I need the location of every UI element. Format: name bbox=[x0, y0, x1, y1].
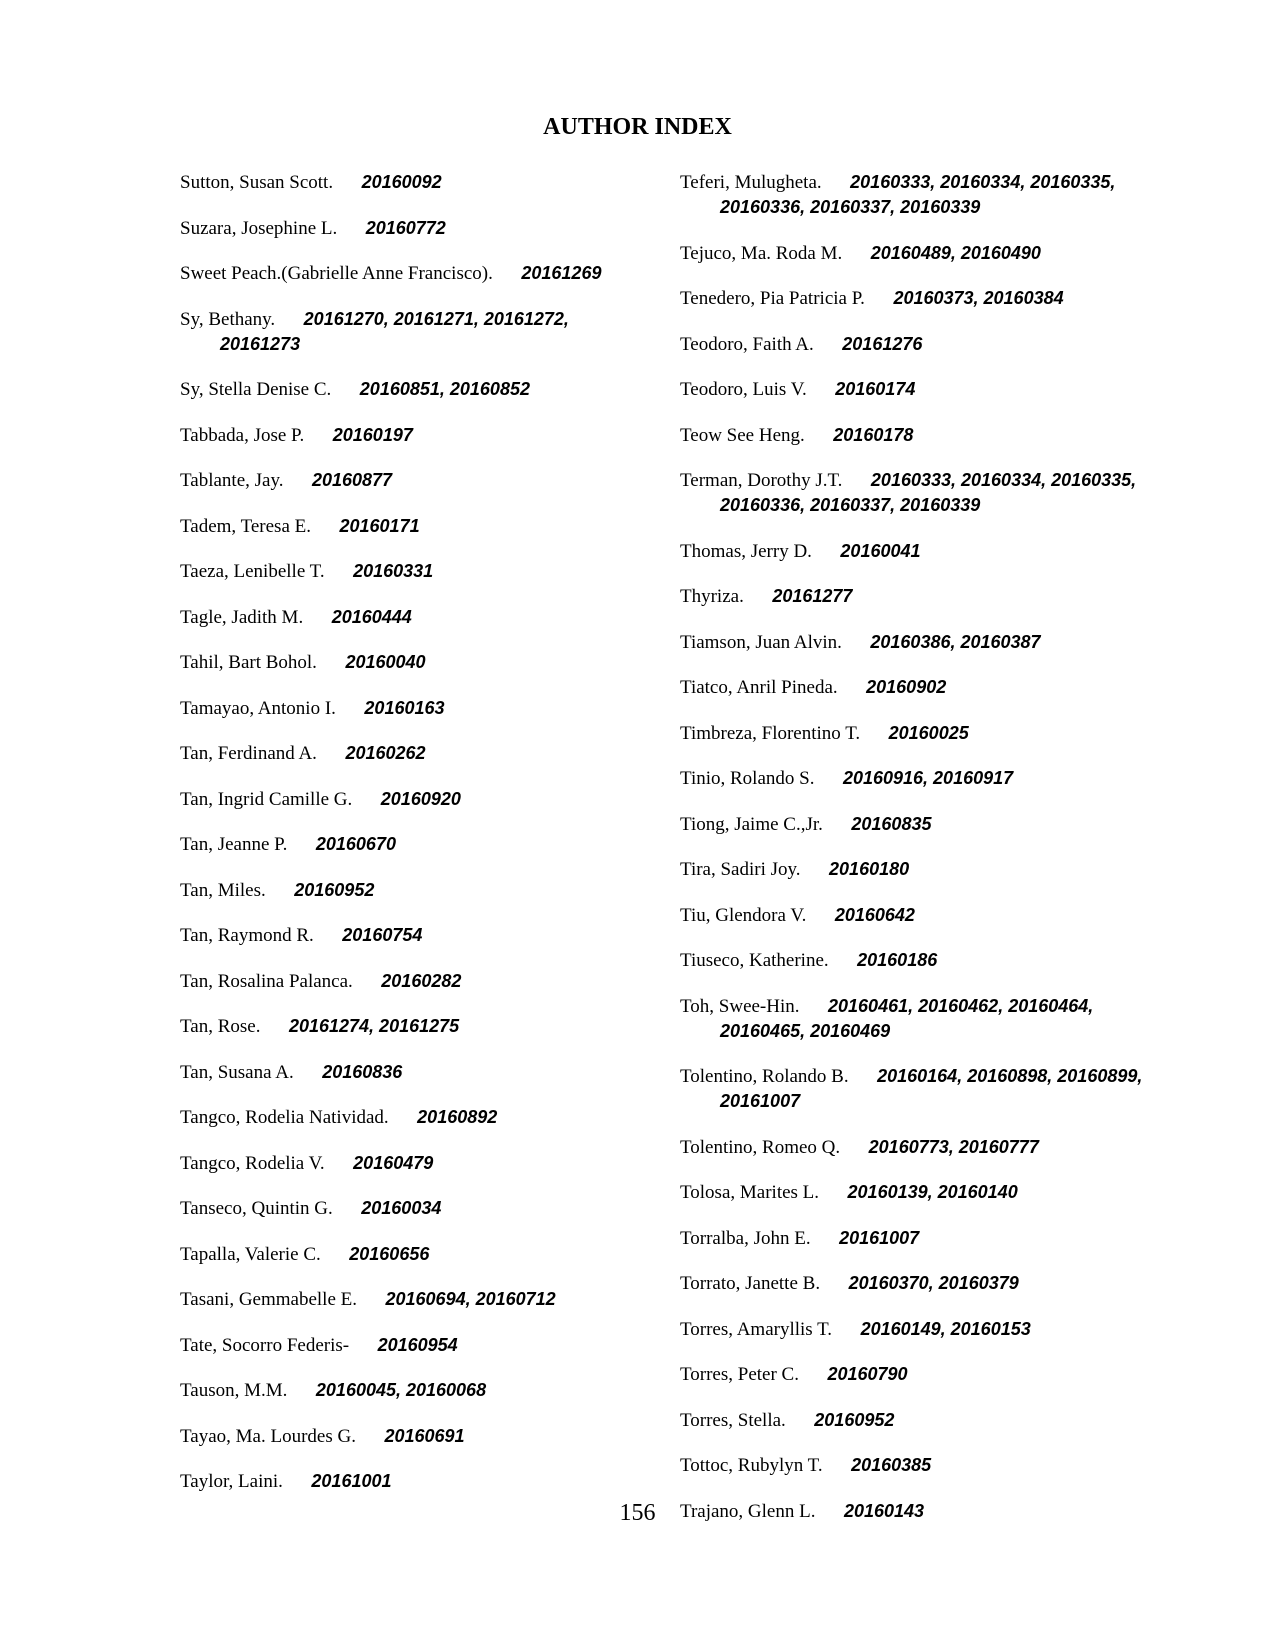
index-entry bbox=[680, 630, 1180, 655]
record-numbers: 20160656 bbox=[349, 1243, 430, 1264]
author-name: Torres, Peter C. bbox=[680, 1364, 799, 1385]
index-entry bbox=[180, 969, 650, 994]
author-name: Tapalla, Valerie C. bbox=[180, 1243, 321, 1265]
record-numbers: 20161007 bbox=[839, 1227, 920, 1248]
index-entry bbox=[180, 878, 650, 903]
record-numbers: 20160139, 20160140 bbox=[847, 1182, 1018, 1202]
index-entry bbox=[680, 1226, 1180, 1251]
author-name: Torrato, Janette B. bbox=[680, 1273, 821, 1294]
author-name: Tate, Socorro Federis- bbox=[180, 1334, 350, 1356]
record-numbers: 20160902 bbox=[866, 677, 947, 697]
author-name: Torres, Stella. bbox=[680, 1409, 786, 1431]
author-name: Sy, Bethany. bbox=[180, 308, 276, 330]
record-numbers: 20160489, 20160490 bbox=[870, 242, 1041, 263]
record-numbers: 20160034 bbox=[361, 1198, 442, 1218]
index-entry bbox=[680, 857, 1180, 882]
index-entry bbox=[180, 377, 650, 402]
record-numbers: 20160174 bbox=[835, 379, 916, 399]
index-entry bbox=[680, 241, 1180, 266]
author-name: Timbreza, Florentino T. bbox=[680, 722, 861, 744]
author-name: Tan, Miles. bbox=[180, 879, 266, 901]
record-numbers: 20160171 bbox=[339, 515, 420, 536]
record-numbers: 20161001 bbox=[311, 1471, 392, 1491]
record-numbers: 20160952 bbox=[294, 879, 375, 900]
author-name: Tan, Ferdinand A. bbox=[180, 743, 317, 764]
author-name: Sy, Stella Denise C. bbox=[180, 379, 332, 400]
index-entry bbox=[680, 539, 1180, 564]
record-numbers: 20160164, 20160898, 20160899, 20161007 bbox=[720, 1066, 1143, 1111]
index-entry bbox=[180, 1060, 650, 1085]
index-entry bbox=[680, 1362, 1180, 1387]
index-entry bbox=[180, 605, 650, 630]
index-entry bbox=[680, 286, 1180, 311]
left-column bbox=[180, 170, 650, 1515]
author-name: Tadem, Teresa E. bbox=[180, 515, 311, 537]
index-entry bbox=[680, 584, 1180, 609]
author-name: Tiatco, Anril Pineda. bbox=[680, 677, 838, 698]
record-numbers: 20160092 bbox=[361, 172, 442, 192]
record-numbers: 20160045, 20160068 bbox=[315, 1380, 487, 1400]
index-entry bbox=[680, 1317, 1180, 1342]
record-numbers: 20160143 bbox=[843, 1500, 925, 1521]
index-entry bbox=[180, 170, 650, 195]
author-name: Tolosa, Marites L. bbox=[680, 1182, 820, 1203]
index-entry bbox=[180, 650, 650, 675]
index-entry bbox=[180, 1105, 650, 1130]
index-entry bbox=[180, 559, 650, 584]
index-entry bbox=[680, 1408, 1180, 1433]
author-name: Tenedero, Pia Patricia P. bbox=[680, 288, 865, 309]
index-entry bbox=[180, 696, 650, 721]
index-entry bbox=[680, 423, 1180, 448]
author-name: Suzara, Josephine L. bbox=[180, 217, 338, 239]
record-numbers: 20160197 bbox=[332, 424, 413, 445]
record-numbers: 20160333, 20160334, 20160335, 20160336, 20160337, 20160339 bbox=[720, 172, 1116, 217]
author-name: Tamayao, Antonio I. bbox=[180, 697, 336, 719]
index-entry bbox=[680, 1064, 1180, 1114]
record-numbers: 20160282 bbox=[381, 970, 462, 991]
record-numbers: 20160040 bbox=[345, 652, 426, 672]
index-entry bbox=[180, 423, 650, 448]
record-numbers: 20160877 bbox=[311, 470, 393, 490]
index-entry bbox=[680, 170, 1180, 220]
index-entry bbox=[680, 468, 1180, 518]
record-numbers: 20160670 bbox=[315, 834, 396, 854]
record-numbers: 20160836 bbox=[322, 1061, 403, 1082]
author-name: Tangco, Rodelia V. bbox=[180, 1152, 325, 1174]
index-entry bbox=[180, 1378, 650, 1403]
record-numbers: 20160461, 20160462, 20160464, 20160465, 20160469 bbox=[720, 995, 1094, 1041]
index-entry bbox=[180, 514, 650, 539]
author-name: Tolentino, Rolando B. bbox=[680, 1066, 849, 1087]
author-name: Tiu, Glendora V. bbox=[680, 904, 807, 926]
index-entry bbox=[680, 1135, 1180, 1160]
index-entry bbox=[680, 1180, 1180, 1205]
record-numbers: 20160262 bbox=[345, 743, 426, 763]
index-entry bbox=[180, 1469, 650, 1494]
author-name: Tan, Jeanne P. bbox=[180, 834, 288, 855]
index-entry bbox=[680, 721, 1180, 746]
index-entry bbox=[680, 903, 1180, 928]
author-name: Taylor, Laini. bbox=[180, 1471, 283, 1492]
record-numbers: 20160180 bbox=[829, 859, 910, 879]
author-name: Tayao, Ma. Lourdes G. bbox=[180, 1425, 356, 1447]
index-entry bbox=[180, 216, 650, 241]
author-name: Tanseco, Quintin G. bbox=[180, 1198, 333, 1219]
index-entry bbox=[680, 994, 1180, 1044]
record-numbers: 20161270, 20161271, 20161272, 20161273 bbox=[220, 308, 569, 354]
index-entry bbox=[180, 1196, 650, 1221]
author-name: Tira, Sadiri Joy. bbox=[680, 859, 801, 880]
author-name: Thomas, Jerry D. bbox=[680, 540, 812, 562]
author-name: Tinio, Rolando S. bbox=[680, 768, 815, 789]
index-entry bbox=[180, 832, 650, 857]
index-entry bbox=[680, 675, 1180, 700]
index-entry bbox=[680, 377, 1180, 402]
record-numbers: 20160178 bbox=[833, 424, 914, 445]
record-numbers: 20160186 bbox=[857, 950, 938, 970]
record-numbers: 20160444 bbox=[331, 606, 412, 627]
author-name: Teferi, Mulugheta. bbox=[680, 172, 822, 193]
author-name: Tauson, M.M. bbox=[180, 1380, 288, 1401]
author-name: Tagle, Jadith M. bbox=[180, 606, 304, 628]
record-numbers: 20160954 bbox=[377, 1334, 458, 1355]
author-name: Tabbada, Jose P. bbox=[180, 424, 305, 446]
record-numbers: 20160479 bbox=[353, 1152, 434, 1173]
author-name: Teodoro, Luis V. bbox=[680, 379, 807, 400]
author-name: Torres, Amaryllis T. bbox=[680, 1318, 833, 1340]
record-numbers: 20160773, 20160777 bbox=[868, 1136, 1039, 1157]
index-entry bbox=[680, 1271, 1180, 1296]
record-numbers: 20160385 bbox=[851, 1455, 932, 1475]
record-numbers: 20160920 bbox=[380, 788, 461, 809]
author-name: Tan, Raymond R. bbox=[180, 925, 314, 946]
record-numbers: 20160333, 20160334, 20160335, 20160336, 20160337, 20160339 bbox=[720, 470, 1137, 515]
record-numbers: 20160386, 20160387 bbox=[870, 631, 1041, 652]
author-name: Tablante, Jay. bbox=[180, 470, 284, 491]
author-name: Tiamson, Juan Alvin. bbox=[680, 631, 842, 653]
record-numbers: 20160370, 20160379 bbox=[848, 1273, 1019, 1293]
author-name: Torralba, John E. bbox=[680, 1227, 811, 1249]
author-name: Tan, Ingrid Camille G. bbox=[180, 788, 353, 810]
author-name: Tolentino, Romeo Q. bbox=[680, 1136, 841, 1158]
record-numbers: 20160025 bbox=[888, 722, 969, 743]
record-numbers: 20160373, 20160384 bbox=[893, 288, 1064, 308]
record-numbers: 20160642 bbox=[834, 904, 915, 925]
author-name: Teow See Heng. bbox=[680, 424, 805, 446]
index-entry bbox=[680, 948, 1180, 973]
author-name: Toh, Swee-Hin. bbox=[680, 995, 800, 1017]
record-numbers: 20160691 bbox=[384, 1425, 465, 1446]
index-entry bbox=[680, 766, 1180, 791]
author-name: Tan, Susana A. bbox=[180, 1061, 294, 1083]
index-entry bbox=[680, 1453, 1180, 1478]
record-numbers: 20160694, 20160712 bbox=[385, 1289, 556, 1309]
author-name: Tan, Rose. bbox=[180, 1016, 261, 1037]
record-numbers: 20160149, 20160153 bbox=[860, 1318, 1031, 1339]
page-title: AUTHOR INDEX bbox=[543, 114, 732, 140]
record-numbers: 20160331 bbox=[353, 561, 434, 581]
index-entry bbox=[680, 332, 1180, 357]
index-entry bbox=[180, 307, 650, 357]
record-numbers: 20160851, 20160852 bbox=[359, 379, 530, 399]
record-numbers: 20161277 bbox=[772, 586, 853, 606]
record-numbers: 20160892 bbox=[417, 1107, 498, 1127]
index-entry bbox=[180, 1151, 650, 1176]
index-entry bbox=[180, 1014, 650, 1039]
author-name: Thyriza. bbox=[680, 586, 744, 607]
author-name: Tan, Rosalina Palanca. bbox=[180, 970, 353, 992]
author-name: Teodoro, Faith A. bbox=[680, 333, 814, 355]
record-numbers: 20160790 bbox=[827, 1364, 908, 1384]
record-numbers: 20160772 bbox=[365, 217, 446, 238]
author-name: Tiong, Jaime C.,Jr. bbox=[680, 813, 823, 835]
record-numbers: 20160754 bbox=[342, 925, 423, 945]
right-column bbox=[680, 170, 1180, 1544]
record-numbers: 20160041 bbox=[840, 540, 921, 561]
author-name: Tahil, Bart Bohol. bbox=[180, 652, 317, 673]
author-name: Trajano, Glenn L. bbox=[680, 1500, 816, 1522]
author-name: Tejuco, Ma. Roda M. bbox=[680, 242, 843, 264]
index-entry bbox=[180, 741, 650, 766]
record-numbers: 20160835 bbox=[851, 813, 932, 834]
index-entry bbox=[180, 468, 650, 493]
index-entry bbox=[180, 1242, 650, 1267]
author-name: Sutton, Susan Scott. bbox=[180, 172, 334, 193]
record-numbers: 20161269 bbox=[521, 263, 602, 283]
index-entry bbox=[180, 923, 650, 948]
author-name: Tasani, Gemmabelle E. bbox=[180, 1289, 357, 1310]
record-numbers: 20160163 bbox=[364, 697, 445, 718]
record-numbers: 20161276 bbox=[842, 333, 923, 354]
author-name: Tiuseco, Katherine. bbox=[680, 950, 829, 971]
index-entry bbox=[180, 1424, 650, 1449]
record-numbers: 20161274, 20161275 bbox=[288, 1016, 460, 1036]
record-numbers: 20160952 bbox=[814, 1409, 895, 1430]
index-entry bbox=[680, 812, 1180, 837]
index-entry bbox=[180, 1287, 650, 1312]
record-numbers: 20160916, 20160917 bbox=[842, 768, 1014, 788]
author-name: Sweet Peach.(Gabrielle Anne Francisco). bbox=[180, 263, 493, 284]
page-number: 156 bbox=[619, 1500, 656, 1526]
author-name: Terman, Dorothy J.T. bbox=[680, 470, 843, 491]
index-entry bbox=[180, 1333, 650, 1358]
author-name: Tangco, Rodelia Natividad. bbox=[180, 1107, 389, 1128]
index-entry bbox=[180, 261, 650, 286]
index-entry bbox=[180, 787, 650, 812]
author-name: Taeza, Lenibelle T. bbox=[180, 561, 325, 582]
author-name: Tottoc, Rubylyn T. bbox=[680, 1455, 823, 1476]
